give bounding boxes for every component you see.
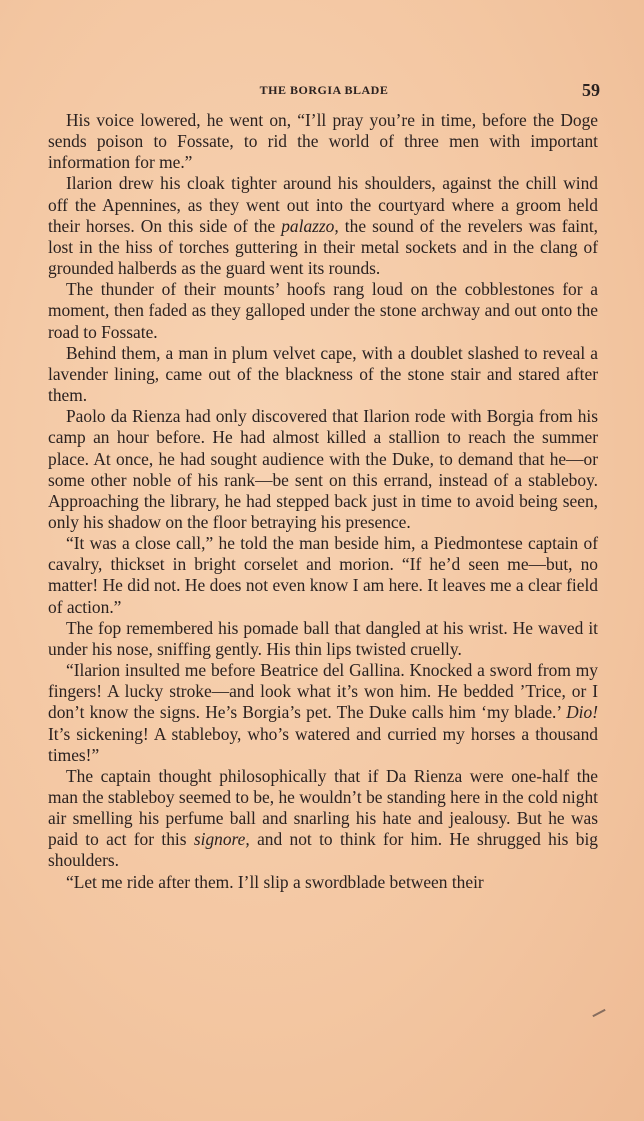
text-run: “It was a close call,” he told the man beside him, a Piedmontese captain of cavalry, thickset in bright corselet and morion. “If he’d seen me—but, no matter! He did not. He does not even know I am here. It leaves me a clear field of action.” [48, 533, 598, 617]
text-run: “Let me ride after them. I’ll slip a swordblade between their [66, 871, 484, 892]
paragraph [48, 279, 598, 342]
text-run: “Ilarion insulted me before Beatrice del Gallina. Knocked a sword from my fingers! A lucky stroke—and look what it’s won him. He bedded ’Trice, or I don’t know the signs. He’s Borgia’s pet. The Duke calls him ‘my blade.’ [48, 660, 598, 723]
text-run: His voice lowered, he went on, “I’ll pray you’re in time, before the Doge sends poison to Fossate, to rid the world of three men with important information for me.” [48, 110, 598, 173]
text-run: the sound of the revelers was faint, lost in the hiss of torches guttering in their metal sockets and in the clang of grounded halberds as the guard went its rounds. [48, 215, 598, 279]
paragraph [48, 173, 598, 279]
paragraph [48, 110, 598, 173]
page-number: 59 [582, 80, 600, 100]
paragraph [48, 872, 598, 893]
text-run: and not to think for him. He shrugged his big shoulders. [48, 829, 598, 871]
italic-text: signore, [193, 829, 250, 850]
text-run: Ilarion drew his cloak tighter around his shoulders, against the chill wind off the Apennines, as they went out into the courtyard where a groom held their horses. On this side of the [48, 173, 598, 236]
body-text [48, 110, 598, 893]
pencil-mark [592, 1009, 605, 1017]
italic-text: Dio! [566, 702, 598, 723]
text-run: The captain thought philosophically that if Da Rienza were one-half the man the stableboy seemed to be, he wouldn’t be standing here in the cold night air smelling his perfume ball and snarling his hate and jealousy. But he was paid to act for this [48, 765, 598, 850]
text-run: The thunder of their mounts’ hoofs rang loud on the cobblestones for a moment, then faded as they galloped under the stone archway and out onto the road to Fossate. [48, 279, 598, 342]
paragraph [48, 343, 598, 406]
running-head [48, 80, 600, 104]
paragraph [48, 406, 598, 533]
italic-text: palazzo, [281, 215, 339, 236]
text-run: Paolo da Rienza had only discovered that Ilarion rode with Borgia from his camp an hour before. He had almost killed a stallion to reach the summer place. At once, he had sought audience with the Duke, to demand that he—or some other noble of his rank—be sent on this errand, instead of a stableboy. Approaching the library, he had stepped back just in time to avoid being seen, only his shadow on the floor betraying his presence. [48, 406, 598, 532]
text-run: Behind them, a man in plum velvet cape, with a doublet slashed to reveal a lavender lining, came out of the blackness of the stone stair and stared after them. [48, 342, 598, 406]
paragraph [48, 618, 598, 660]
text-run: It’s sickening! A stableboy, who’s watered and curried my horses a thousand times!” [48, 723, 598, 765]
book-title: THE BORGIA BLADE [259, 83, 389, 97]
paragraph [48, 533, 598, 618]
paragraph [48, 660, 598, 766]
text-run: The fop remembered his pomade ball that dangled at his wrist. He waved it under his nose, sniffing gently. His thin lips twisted cruelly. [48, 617, 598, 659]
paragraph [48, 766, 598, 872]
